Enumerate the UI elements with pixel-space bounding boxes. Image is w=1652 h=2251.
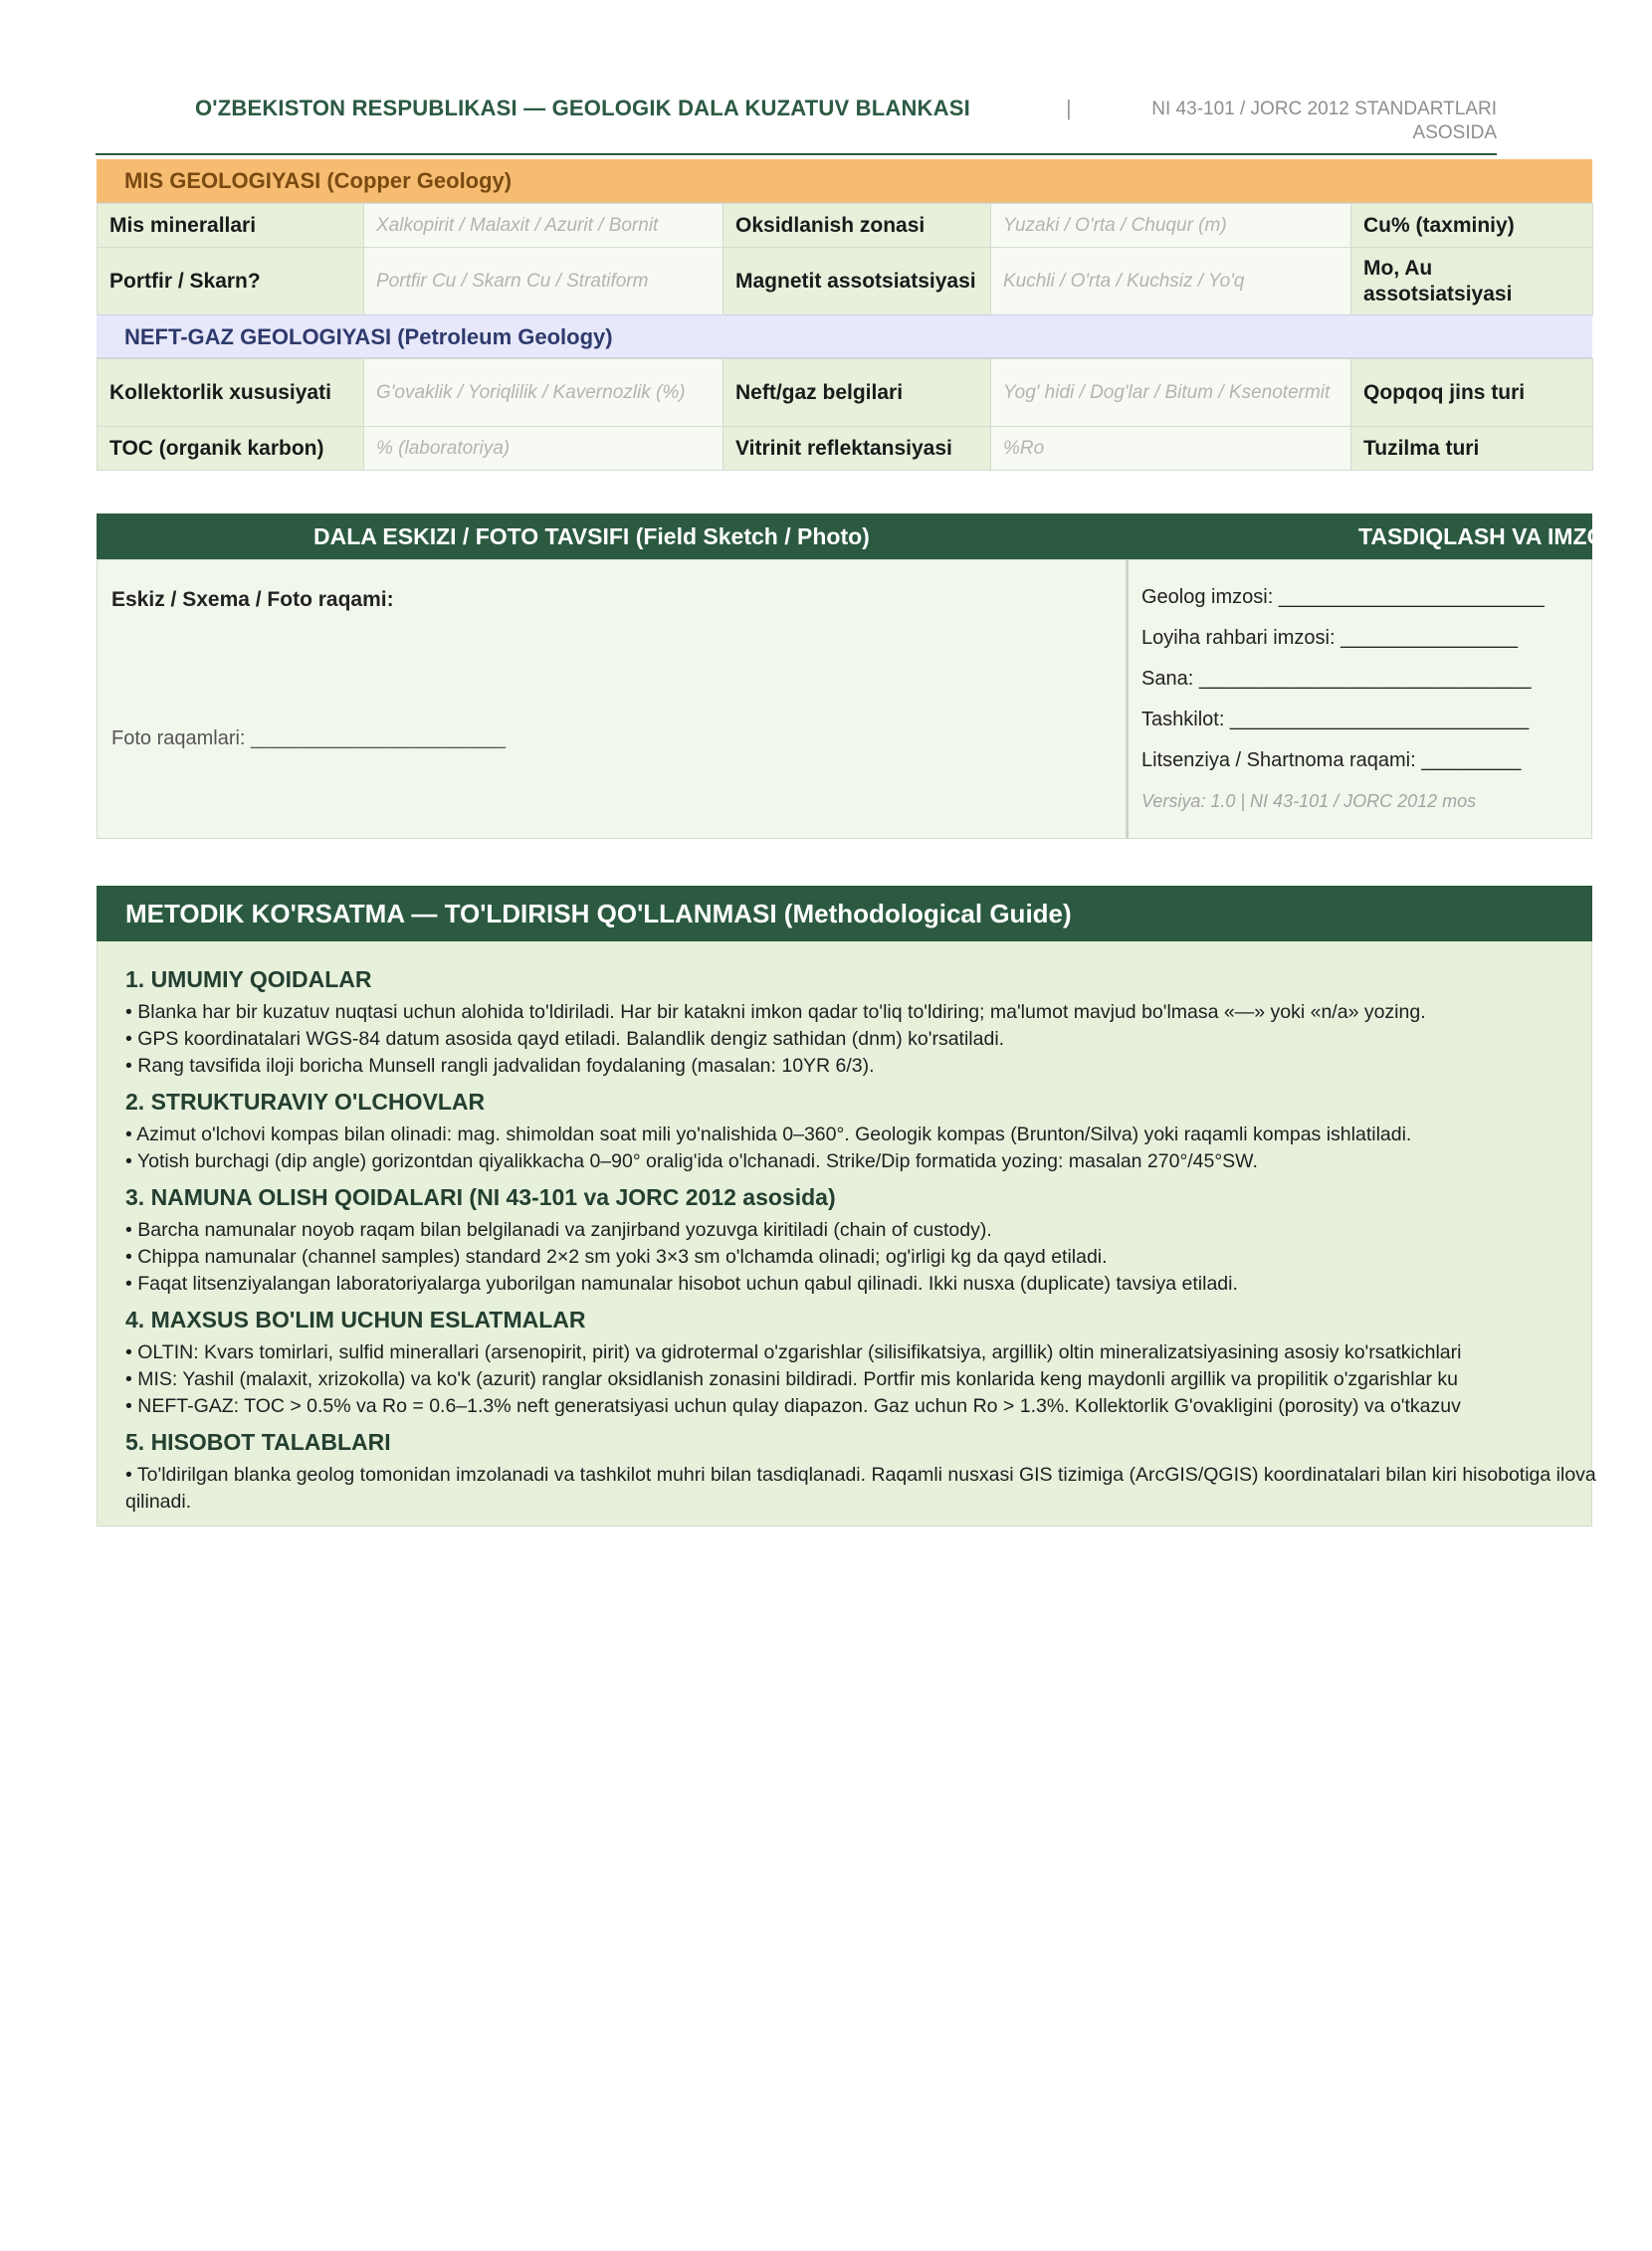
table-row <box>98 204 1593 248</box>
page-title: O'ZBEKISTON RESPUBLIKASI — GEOLOGIK DALA KUZATUV BLANKASI <box>195 96 970 120</box>
photo-numbers-field[interactable]: Foto raqamlari: _______________________ <box>111 727 506 749</box>
input-field[interactable]: Kuchli / O'rta / Kuchsiz / Yo'q <box>991 248 1351 315</box>
field-label: Oksidlanish zonasi <box>723 204 991 248</box>
field-label: Portfir / Skarn? <box>98 248 364 315</box>
copper-section-title: MIS GEOLOGIYASI (Copper Geology) <box>97 159 1592 203</box>
guide-item: • Faqat litsenziyalangan laboratoriyalarga yuborilgan namunalar hisobot uchun qabul qilinadi. Ikki nusxa (duplicate) tavsiya etiladi. <box>125 1273 1238 1295</box>
guide-heading: 3. NAMUNA OLISH QOIDALARI (NI 43-101 va JORC 2012 asosida) <box>125 1184 836 1210</box>
approval-area <box>1127 559 1592 839</box>
standards-label <box>1079 98 1497 145</box>
guide-section <box>125 1183 1578 1298</box>
field-label: Kollektorlik xususiyati <box>98 359 364 427</box>
guide-item: • To'ldirilgan blanka geolog tomonidan imzolanadi va tashkilot muhri bilan tasdiqlanadi. Raqamli nusxasi GIS tizimiga (ArcGIS/QGIS) koordinatalari bilan kiri hisobotiga ilova qilinadi. <box>125 1464 1596 1513</box>
guide-item: • Yotish burchagi (dip angle) gorizontdan qiyalikkacha 0–90° oralig'ida o'lchanadi. Strike/Dip formatida yozing: masalan 270°/45°SW. <box>125 1150 1258 1172</box>
standards-line-1: NI 43-101 / JORC 2012 STANDARTLARI <box>1151 99 1497 119</box>
input-field[interactable]: Yuzaki / O'rta / Chuqur (m) <box>991 204 1351 248</box>
field-label: Vitrinit reflektansiyasi <box>723 427 991 471</box>
standards-line-2: ASOSIDA <box>1412 122 1497 143</box>
guide-item: • MIS: Yashil (malaxit, xrizokolla) va ko'k (azurit) ranglar oksidlanish zonasini bildiradi. Portfir mis konlarida keng maydonli argillik va propilitik o'zgarishlar ku <box>125 1368 1458 1390</box>
input-field[interactable]: Portfir Cu / Skarn Cu / Stratiform <box>364 248 723 315</box>
manager-signature-field[interactable]: Loyiha rahbari imzosi: ________________ <box>1141 627 1519 649</box>
petroleum-table <box>97 358 1593 471</box>
input-field[interactable]: Xalkopirit / Malaxit / Azurit / Bornit <box>364 204 723 248</box>
copper-table <box>97 203 1593 315</box>
guide-section <box>125 1306 1578 1420</box>
input-field[interactable]: Yog' hidi / Dog'lar / Bitum / Ksenotermit <box>991 359 1351 427</box>
header-separator: | <box>1066 96 1072 120</box>
guide-item: • OLTIN: Kvars tomirlari, sulfid minerallari (arsenopirit, pirit) va gidrotermal o'zgarishlar (silisifikatsiya, argillik) oltin mineralizatsiyasining asosiy ko'rsatkichlari <box>125 1341 1462 1363</box>
date-field[interactable]: Sana: ______________________________ <box>1141 668 1532 690</box>
organization-field[interactable]: Tashkilot: ___________________________ <box>1141 709 1530 730</box>
field-label: Magnetit assotsiatsiyasi <box>723 248 991 315</box>
guide-title: METODIK KO'RSATMA — TO'LDIRISH QO'LLANMASI (Methodological Guide) <box>97 886 1592 941</box>
guide-item: • NEFT-GAZ: TOC > 0.5% va Ro = 0.6–1.3% neft generatsiyasi uchun qulay diapazon. Gaz uchun Ro > 1.3%. Kollektorlik G'ovakligini (porosity) va o'tkazuv <box>125 1395 1461 1417</box>
guide-content <box>97 941 1596 1527</box>
field-label: Neft/gaz belgilari <box>723 359 991 427</box>
geolog-signature-field[interactable]: Geolog imzosi: ________________________ <box>1141 586 1545 608</box>
field-label: Tuzilma turi <box>1351 427 1593 471</box>
field-label: Qopqoq jins turi <box>1351 359 1593 427</box>
input-field[interactable]: % (laboratoriya) <box>364 427 723 471</box>
sketch-section-title: DALA ESKIZI / FOTO TAVSIFI (Field Sketch / Photo) <box>313 523 870 549</box>
sketch-label: Eskiz / Sxema / Foto raqami: <box>111 588 394 611</box>
field-label: Cu% (taxminiy) <box>1351 204 1593 248</box>
approval-section-title: TASDIQLASH VA IMZOLAR <box>1358 523 1652 549</box>
sketch-area[interactable] <box>97 559 1127 839</box>
guide-section <box>125 965 1578 1080</box>
input-field[interactable]: G'ovaklik / Yoriqlilik / Kavernozlik (%) <box>364 359 723 427</box>
petroleum-section-title: NEFT-GAZ GEOLOGIYASI (Petroleum Geology) <box>97 314 1592 358</box>
guide-item: • Barcha namunalar noyob raqam bilan belgilanadi va zanjirband yozuvga kiritiladi (chain of custody). <box>125 1219 992 1241</box>
field-label: Mo, Au assotsiatsiyasi <box>1351 248 1593 315</box>
page-header <box>96 92 1497 155</box>
guide-item: • Rang tavsifida iloji boricha Munsell rangli jadvalidan foydalaning (masalan: 10YR 6/3). <box>125 1055 875 1077</box>
guide-heading: 4. MAXSUS BO'LIM UCHUN ESLATMALAR <box>125 1307 586 1332</box>
field-label: Mis minerallari <box>98 204 364 248</box>
license-field[interactable]: Litsenziya / Shartnoma raqami: _________ <box>1141 749 1522 771</box>
guide-heading: 1. UMUMIY QOIDALAR <box>125 966 372 992</box>
table-row <box>98 359 1593 427</box>
guide-heading: 5. HISOBOT TALABLARI <box>125 1429 391 1455</box>
sketch-approval-bar <box>97 513 1652 559</box>
table-row <box>98 248 1593 315</box>
version-note: Versiya: 1.0 | NI 43-101 / JORC 2012 mos <box>1141 791 1477 811</box>
input-field[interactable]: %Ro <box>991 427 1351 471</box>
field-label: TOC (organik karbon) <box>98 427 364 471</box>
guide-section <box>125 1428 1596 1516</box>
table-row <box>98 427 1593 471</box>
guide-section <box>125 1088 1578 1175</box>
guide-item: • Chippa namunalar (channel samples) standard 2×2 sm yoki 3×3 sm o'lchamda olinadi; og'irligi kg da qayd etiladi. <box>125 1246 1108 1268</box>
guide-item: • Azimut o'lchovi kompas bilan olinadi: mag. shimoldan soat mili yo'nalishida 0–360°. Geologik kompas (Brunton/Silva) yoki raqamli kompas ishlatiladi. <box>125 1124 1412 1145</box>
guide-heading: 2. STRUKTURAVIY O'LCHOVLAR <box>125 1089 486 1115</box>
guide-item: • GPS koordinatalari WGS-84 datum asosida qayd etiladi. Balandlik dengiz sathidan (dnm) ko'rsatiladi. <box>125 1028 1005 1050</box>
guide-item: • Blanka har bir kuzatuv nuqtasi uchun alohida to'ldiriladi. Har bir katakni imkon qadar to'liq to'ldiring; ma'lumot mavjud bo'lmasa «—» yoki «n/a» yozing. <box>125 1001 1426 1023</box>
